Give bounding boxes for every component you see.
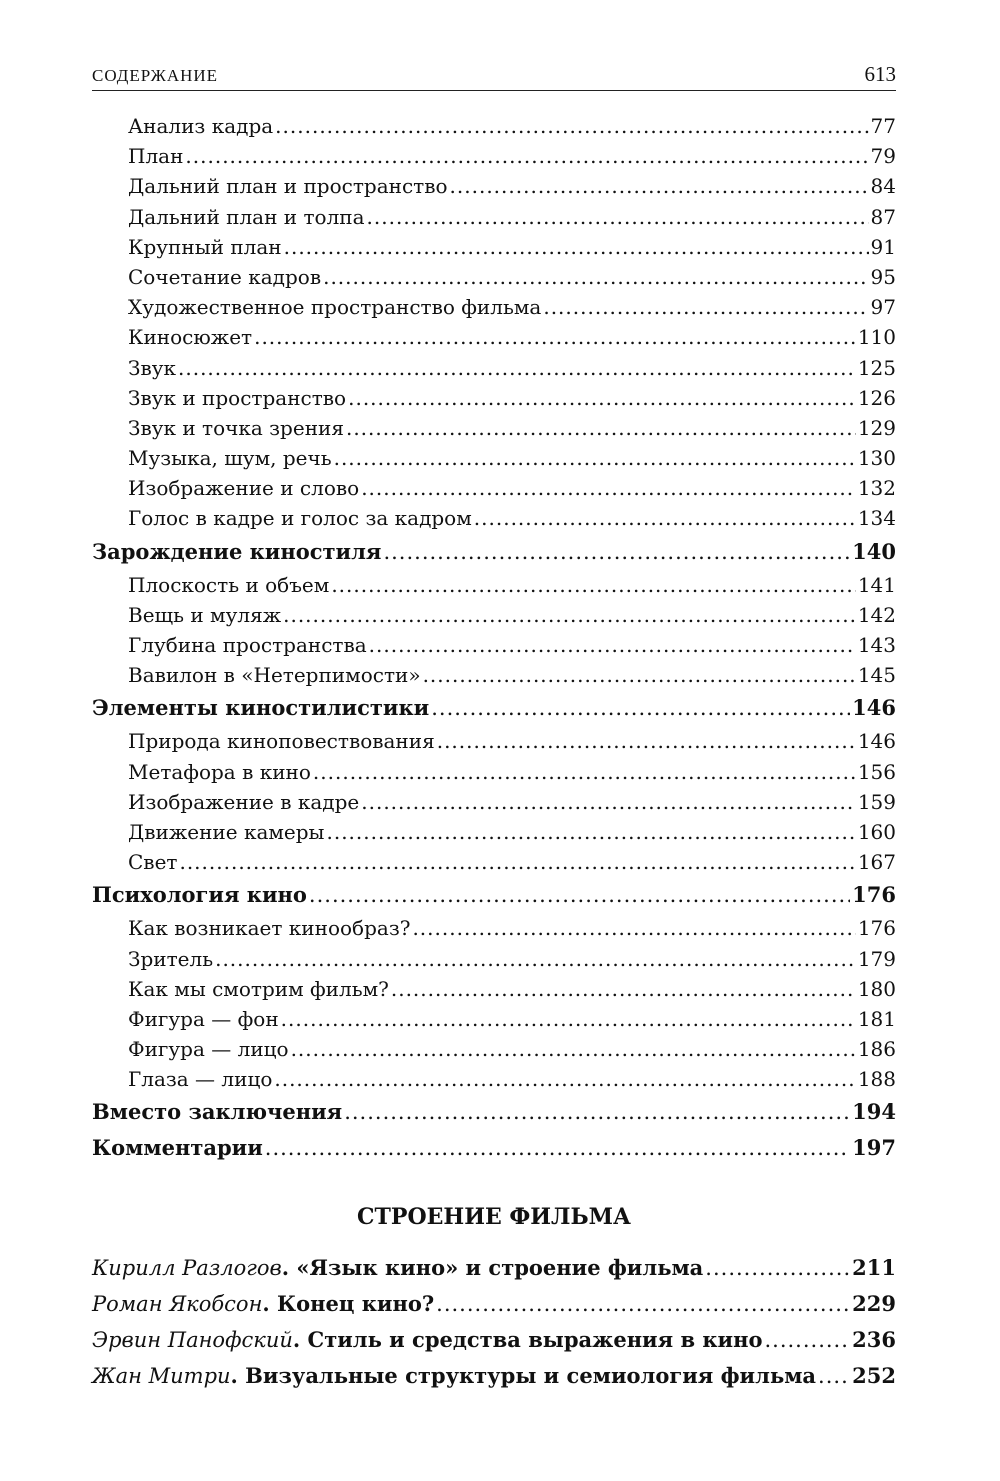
article-title: . Конец кино? — [262, 1291, 435, 1317]
toc-entry: Анализ кадра ..... 77 — [92, 111, 896, 141]
toc-entry: Движение камеры ..... 160 — [92, 817, 896, 847]
article-title: . Стиль и средства выражения в кино — [292, 1327, 763, 1353]
toc-entry: Изображение в кадре ..... 159 — [92, 787, 896, 817]
article-entry — [92, 1358, 896, 1394]
toc-entry: Дальний план и толпа ..... 87 — [92, 202, 896, 232]
toc-chapter: Вместо заключения ..... 194 — [92, 1094, 896, 1130]
toc-entry: Как мы смотрим фильм? ..... 180 — [92, 974, 896, 1004]
toc-chapter: Психология кино ..... 176 — [92, 877, 896, 913]
running-head: СОДЕРЖАНИЕ — [92, 66, 219, 85]
page-number: 613 — [864, 62, 896, 86]
toc-entry: Глаза — лицо ..... 188 — [92, 1064, 896, 1094]
toc-entry: Киносюжет ..... 110 — [92, 322, 896, 352]
article-page: 252 — [852, 1363, 896, 1389]
toc-entry: Природа киноповествования ..... 146 — [92, 726, 896, 756]
toc-entry: Свет ..... 167 — [92, 847, 896, 877]
toc-entry: Изображение и слово ..... 132 — [92, 473, 896, 503]
page-header — [92, 58, 896, 91]
article-entry — [92, 1286, 896, 1322]
toc-entry: Крупный план ..... 91 — [92, 232, 896, 262]
toc-entry: Плоскость и объем ..... 141 — [92, 570, 896, 600]
toc-entry: Вещь и муляж ..... 142 — [92, 600, 896, 630]
article-author: Роман Якобсон — [92, 1292, 263, 1317]
toc-entry: Глубина пространства ..... 143 — [92, 630, 896, 660]
article-page: 211 — [852, 1255, 896, 1281]
toc-entry: План ..... 79 — [92, 141, 896, 171]
toc-entry: Вавилон в «Нетерпимости» ..... 145 — [92, 660, 896, 690]
toc-entry: Сочетание кадров ..... 95 — [92, 262, 896, 292]
toc-entry: Звук ..... 125 — [92, 353, 896, 383]
article-entry — [92, 1250, 896, 1286]
toc-entry: Фигура — лицо ..... 186 — [92, 1034, 896, 1064]
article-page: 229 — [852, 1291, 896, 1317]
article-title: . «Язык кино» и строение фильма — [281, 1255, 704, 1281]
toc-entry: Голос в кадре и голос за кадром ..... 134 — [92, 503, 896, 533]
article-author: Эрвин Панофский — [92, 1328, 293, 1353]
article-author: Жан Митри — [92, 1364, 231, 1389]
toc-chapter: Комментарии ..... 197 — [92, 1130, 896, 1166]
section-title: СТРОЕНИЕ ФИЛЬМА — [357, 1204, 631, 1231]
article-list — [92, 1250, 896, 1394]
toc-entry: Дальний план и пространство ..... 84 — [92, 171, 896, 201]
article-page: 236 — [852, 1327, 896, 1353]
toc-entry: Музыка, шум, речь ..... 130 — [92, 443, 896, 473]
article-author: Кирилл Разлогов — [92, 1256, 282, 1281]
toc-chapter: Элементы киностилистики ..... 146 — [92, 690, 896, 726]
article-entry — [92, 1322, 896, 1358]
toc-chapter: Зарождение киностиля ..... 140 — [92, 534, 896, 570]
toc-entry: Звук и пространство ..... 126 — [92, 383, 896, 413]
toc-entry: Зритель ..... 179 — [92, 944, 896, 974]
toc-entry: Звук и точка зрения ..... 129 — [92, 413, 896, 443]
toc-entry: Метафора в кино ..... 156 — [92, 757, 896, 787]
book-page — [92, 58, 896, 1394]
toc-entry: Художественное пространство фильма ..... 97 — [92, 292, 896, 322]
article-title: . Визуальные структуры и семиология фильма — [230, 1363, 817, 1389]
table-of-contents — [92, 111, 896, 1166]
toc-entry: Фигура — фон ..... 181 — [92, 1004, 896, 1034]
toc-entry: Как возникает кинообраз? ..... 176 — [92, 913, 896, 943]
